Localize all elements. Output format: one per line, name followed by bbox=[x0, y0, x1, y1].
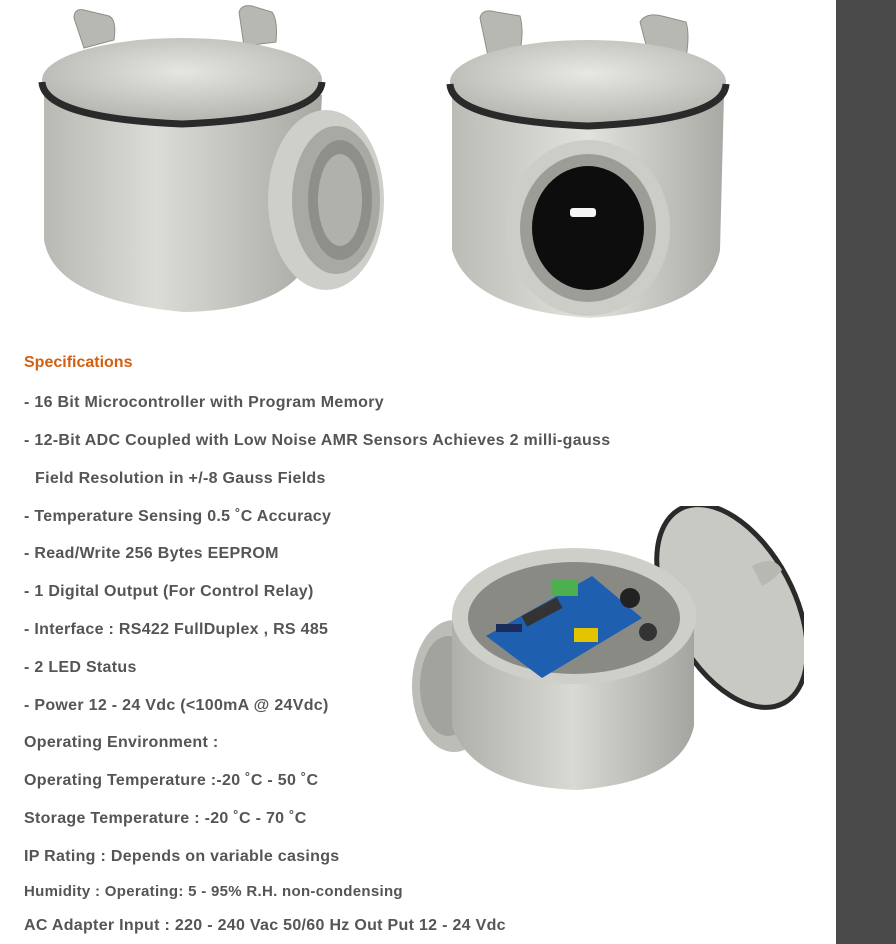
spec-line-ip-rating: IP Rating : Depends on variable casings bbox=[24, 848, 340, 865]
spec-line-power: - Power 12 - 24 Vdc (<100mA @ 24Vdc) bbox=[24, 697, 329, 714]
spec-line-operating-environment: Operating Environment : bbox=[24, 734, 219, 751]
spec-line-temperature-sensing: - Temperature Sensing 0.5 ˚C Accuracy bbox=[24, 508, 332, 525]
specifications-heading: Specifications bbox=[24, 354, 133, 371]
spec-line-storage-temperature: Storage Temperature : -20 ˚C - 70 ˚C bbox=[24, 810, 307, 827]
spec-line-field-resolution: Field Resolution in +/-8 Gauss Fields bbox=[35, 470, 326, 487]
spec-line-eeprom: - Read/Write 256 Bytes EEPROM bbox=[24, 545, 279, 562]
enclosure-front-photo bbox=[440, 0, 740, 330]
enclosure-side-photo bbox=[14, 0, 394, 330]
spec-line-humidity: Humidity : Operating: 5 - 95% R.H. non-condensing bbox=[24, 883, 403, 900]
right-sidebar bbox=[836, 0, 896, 944]
spec-line-ac-adapter: AC Adapter Input : 220 - 240 Vac 50/60 Hz Out Put 12 - 24 Vdc bbox=[24, 917, 506, 934]
open-enclosure-photo bbox=[402, 506, 804, 796]
spec-line-microcontroller: - 16 Bit Microcontroller with Program Memory bbox=[24, 394, 384, 411]
spec-line-adc: - 12-Bit ADC Coupled with Low Noise AMR Sensors Achieves 2 milli-gauss bbox=[24, 432, 611, 449]
spec-line-interface: - Interface : RS422 FullDuplex , RS 485 bbox=[24, 621, 329, 638]
spec-line-operating-temperature: Operating Temperature :-20 ˚C - 50 ˚C bbox=[24, 772, 319, 789]
spec-line-digital-output: - 1 Digital Output (For Control Relay) bbox=[24, 583, 314, 600]
spec-line-led-status: - 2 LED Status bbox=[24, 659, 137, 676]
